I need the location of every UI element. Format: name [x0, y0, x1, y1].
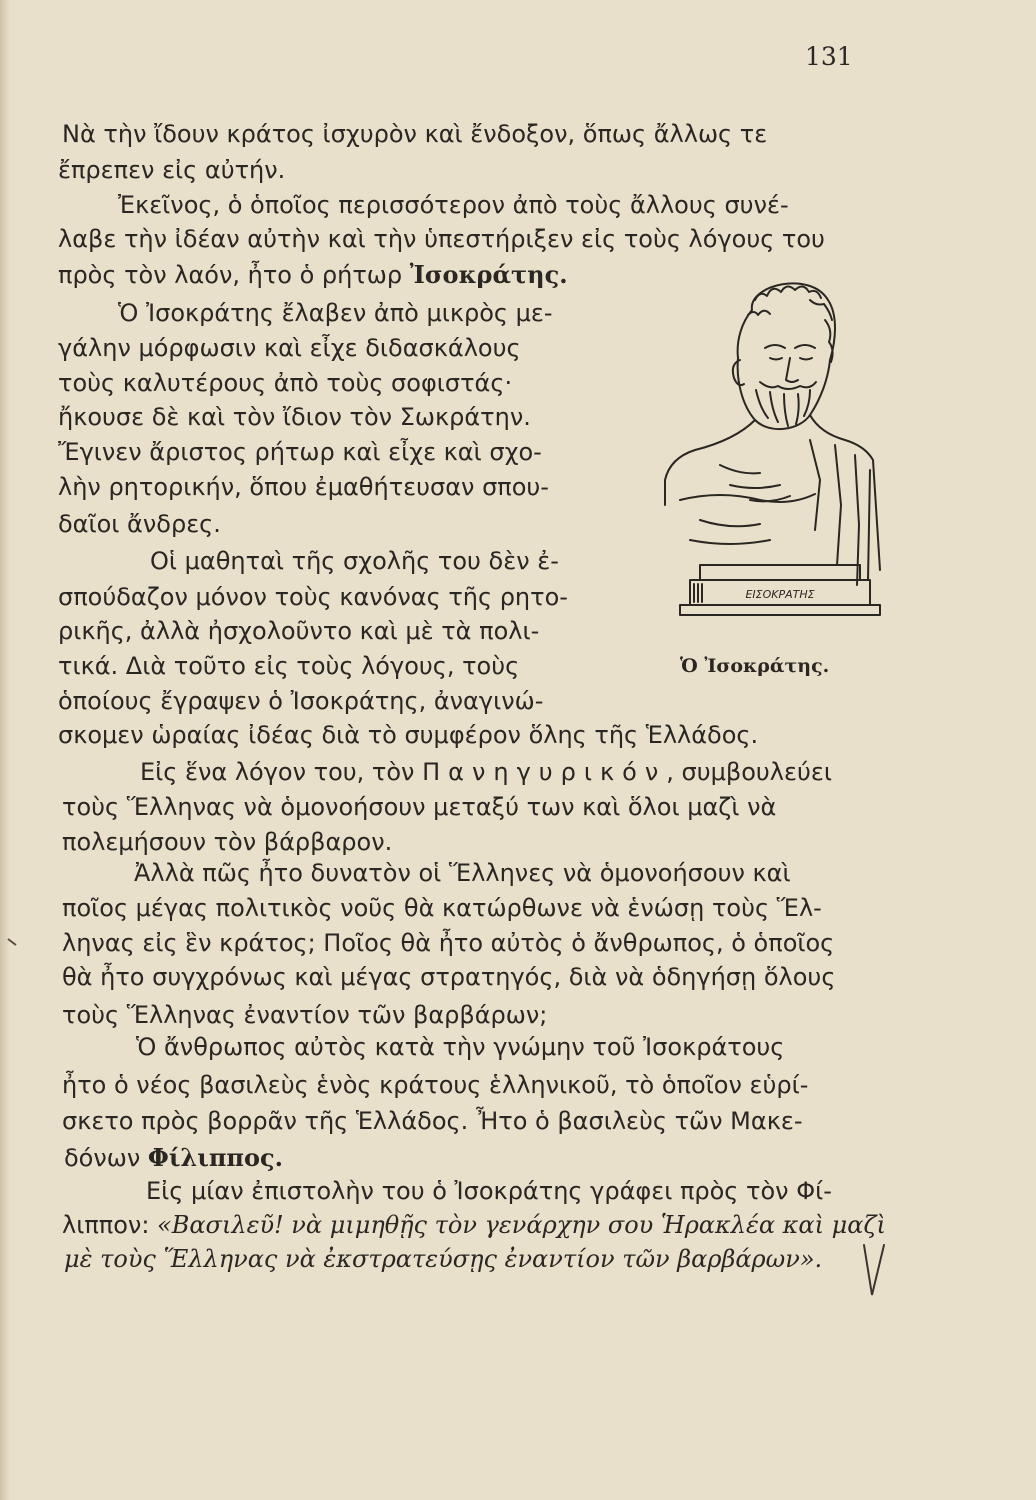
text-line-content: , συμβουλεύει [666, 758, 832, 786]
text-line-content: Ὁ ἄνθρωπος αὐτὸς κατὰ τὴν γνώμην τοῦ Ἰσοκράτους [136, 1033, 785, 1061]
text-line [58, 472, 549, 502]
text-line-content: ρικῆς, ἀλλὰ ἠσχολοῦντο καὶ μὲ τὰ πολι- [58, 617, 540, 645]
text-line [62, 119, 767, 149]
text-line-content: δόνων [64, 1144, 148, 1172]
text-line-content: Ὁ Ἰσοκράτης ἔλαβεν ἀπὸ μικρὸς με- [118, 299, 553, 327]
person-name-bold: Φίλιππος. [147, 1143, 283, 1172]
text-line-content: σκετο πρὸς βορρᾶν τῆς Ἑλλάδος. Ἦτο ὁ βασιλεὺς τῶν Μακε- [62, 1107, 803, 1135]
text-line [58, 368, 512, 398]
figure-caption: Ὁ Ἰσοκράτης. [680, 655, 830, 677]
text-line-content: Εἰς μίαν ἐπιστολὴν του ὁ Ἰσοκράτης γράφει πρὸς τὸν Φί- [146, 1177, 832, 1205]
text-line [62, 962, 835, 992]
text-line [146, 1176, 832, 1206]
text-line-content: Ἐκεῖνος, ὁ ὁποῖος περισσότερον ἀπὸ τοὺς ἄλλους συνέ- [118, 191, 789, 219]
text-line-content: Ἀλλὰ πῶς ἦτο δυνατὸν οἱ Ἕλληνες νὰ ὁμονοήσουν καὶ [134, 859, 791, 887]
text-line [118, 298, 553, 328]
text-line [140, 757, 832, 787]
text-line-content: Νὰ τὴν ἴδουν κράτος ἰσχυρὸν καὶ ἔνδοξον, ὅπως ἄλλως τε [62, 120, 768, 148]
text-line [58, 509, 221, 539]
text-line [62, 928, 834, 958]
text-line [62, 827, 392, 857]
page-edge-shadow [0, 0, 10, 1500]
text-line [58, 402, 531, 432]
text-line-content: ἤκουσε δὲ καὶ τὸν ἴδιον τὸν Σωκράτην. [58, 403, 531, 431]
text-line [58, 333, 521, 363]
text-line-content: ληνας εἰς ἓν κράτος; Ποῖος θὰ ἦτο αὐτὸς ὁ ἄνθρωπος, ὁ ὁποῖος [62, 929, 835, 957]
text-line-content: θὰ ἦτο συγχρόνως καὶ μέγας στρατηγός, διὰ νὰ ὁδηγήσῃ ὅλους [62, 963, 836, 991]
text-line-content: Εἰς ἕνα λόγον του, τὸν [140, 758, 423, 786]
text-line [118, 190, 789, 220]
text-line-content: πολεμήσουν τὸν βάρβαρον. [62, 828, 393, 856]
quoted-letter-italic: μὲ τοὺς Ἕλληνας νὰ ἐκστρατεύσῃς ἐναντίον τῶν βαρβάρων». [64, 1245, 823, 1273]
text-line [58, 582, 568, 612]
text-line [58, 260, 568, 290]
text-line [62, 893, 822, 923]
text-line [64, 1244, 822, 1274]
page-number: 131 [805, 42, 853, 71]
bust-portrait-icon [660, 270, 900, 640]
text-line [58, 437, 542, 467]
text-line-content: λαβε τὴν ἰδέαν αὐτὴν καὶ τὴν ὑπεστήριξεν εἰς τοὺς λόγους του [58, 225, 825, 253]
text-line-content: ποῖος μέγας πολιτικὸς νοῦς θὰ κατώρθωνε νὰ ἑνώσῃ τοὺς Ἕλ- [62, 894, 822, 922]
text-line-content: ἦτο ὁ νέος βασιλεὺς ἑνὸς κράτους ἑλληνικοῦ, τὸ ὁποῖον εὑρί- [62, 1071, 809, 1099]
text-line-content: γάλην μόρφωσιν καὶ εἶχε διδασκάλους [58, 334, 521, 362]
text-line-content: πρὸς τὸν λαόν, ἦτο ὁ ρήτωρ [58, 261, 410, 289]
text-line-content: Ἔγινεν ἄριστος ρήτωρ καὶ εἶχε καὶ σχο- [58, 438, 542, 466]
text-line [62, 1210, 886, 1240]
text-line [136, 1032, 784, 1062]
text-line [62, 1000, 547, 1030]
text-line [62, 1070, 808, 1100]
text-line-content: ὁποίους ἔγραψεν ὁ Ἰσοκράτης, ἀναγινώ- [58, 687, 544, 715]
text-line-content: λιππον: [62, 1211, 158, 1239]
text-line-content: λὴν ρητορικήν, ὅπου ἐμαθήτευσαν σπου- [58, 473, 549, 501]
inscription-text: ΕΙΣΟΚΡΑΤΗΣ [745, 588, 815, 601]
text-line [58, 686, 543, 716]
quoted-letter-italic: «Βασιλεῦ! νὰ μιμηθῇς τὸν γενάρχην σου Ἡρακλέα καὶ μαζὶ [157, 1211, 886, 1239]
text-line-content: ἔπρεπεν εἰς αὐτήν. [58, 156, 286, 184]
text-line-content: σκομεν ὡραίας ἰδέας διὰ τὸ συμφέρον ὅλης τῆς Ἑλλάδος. [58, 721, 759, 749]
margin-mark-icon [6, 935, 20, 949]
text-line [62, 1106, 802, 1136]
text-line [58, 224, 825, 254]
text-line [58, 720, 758, 750]
text-line-content: τοὺς Ἕλληνας ἐναντίον τῶν βαρβάρων; [62, 1001, 548, 1029]
text-line [58, 155, 285, 185]
text-line-content: Οἱ μαθηταὶ τῆς σχολῆς του δὲν ἐ- [150, 547, 559, 575]
text-line [150, 546, 559, 576]
text-line [64, 1143, 283, 1173]
text-line [134, 858, 791, 888]
text-line-content: τοὺς Ἕλληνας νὰ ὁμονοήσουν μεταξύ των καὶ ὅλοι μαζὶ νὰ [62, 793, 777, 821]
work-title-spaced: Πανηγυρικόν [422, 758, 667, 786]
text-line-content: τοὺς καλυτέρους ἀπὸ τοὺς σοφιστάς· [58, 369, 513, 397]
text-line-content: σπούδαζον μόνον τοὺς κανόνας τῆς ρητο- [58, 583, 568, 611]
person-name-bold: Ἰσοκράτης. [409, 260, 568, 289]
text-line [58, 651, 519, 681]
text-line-content: τικά. Διὰ τοῦτο εἰς τοὺς λόγους, τοὺς [58, 652, 520, 680]
text-line-content: δαῖοι ἄνδρες. [58, 510, 221, 538]
text-line [58, 616, 539, 646]
text-line [62, 792, 776, 822]
handwritten-check-icon [856, 1235, 896, 1305]
